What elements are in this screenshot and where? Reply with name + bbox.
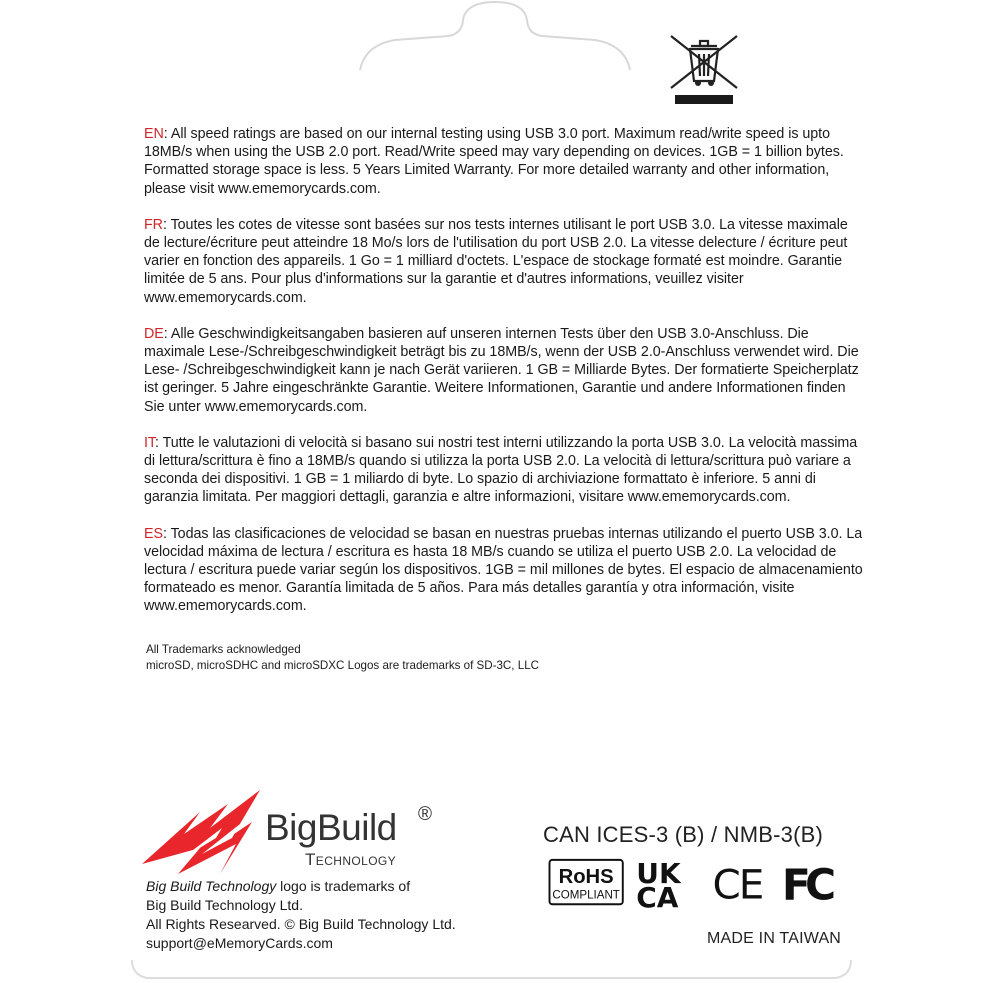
ce-text: CE: [712, 860, 763, 909]
brand-notice-line-2: Big Build Technology Ltd.: [146, 897, 303, 913]
ce-icon: [712, 860, 762, 908]
lang-text-en: All speed ratings are based on our internal testing using USB 3.0 port. Maximum read/write speed is upto 18MB/s when using the USB 2.0 port. Read/Write speed may vary depending on devices. 1GB = 1 billion bytes. Formatted storage space is less. 5 Years Limited Warranty. For more detailed warranty and other information, please visit www.ememorycards.com.: [144, 126, 844, 197]
lang-code-fr: FR: [144, 216, 163, 233]
lang-separator: :: [162, 216, 171, 233]
trademark-notice: [146, 642, 539, 673]
brand-notice: [146, 877, 456, 953]
lang-text-it: Tutte le valutazioni di velocità si basano sui nostri test interni utilizzando la porta USB 3.0. La velocità massima di lettura/scrittura è fino a 18MB/s quando si utilizza la porta USB 2.0. La velocità di lettura/scrittura può variare a seconda dei dispositivi. 1 GB = 1 miliardo di byte. Lo spazio di archiviazione formattato è inferiore. 5 anni di garanzia limitata. Per maggiori dettagli, garanzia e altre informazioni, visitare www.ememorycards.com.: [144, 434, 858, 506]
fc-text: FC: [781, 861, 831, 911]
lang-separator: :: [163, 325, 171, 342]
lang-separator: :: [155, 434, 163, 451]
lang-code-it: IT: [144, 434, 156, 451]
lang-separator: :: [162, 525, 171, 542]
lang-code-en: EN: [144, 126, 164, 142]
brand-notice-line-1: [146, 877, 456, 896]
brand-name: BigBuild: [265, 807, 397, 848]
lang-block-de: [144, 325, 864, 416]
lang-block-en: [144, 125, 864, 198]
weee-crossed-bin-icon: [665, 32, 743, 108]
fc-icon: [782, 861, 834, 910]
rohs-top-text: RoHS: [558, 866, 614, 889]
lang-block-es: [144, 525, 864, 616]
brand-notice-line-3: All Rights Researved. © Big Build Technology Ltd.: [146, 916, 456, 932]
can-ices-label: CAN ICES-3 (B) / NMB-3(B): [543, 822, 824, 847]
brand-notice-italic: Big Build Technology: [146, 878, 277, 894]
brand-registered-mark: ®: [418, 804, 432, 825]
ukca-icon: [636, 857, 682, 911]
rohs-bottom-text: COMPLIANT: [552, 889, 620, 902]
certification-marks: [543, 857, 853, 911]
trademark-line-2: microSD, microSDHC and microSDXC Logos are trademarks of SD-3C, LLC: [146, 658, 540, 672]
ukca-top-text: UK: [636, 857, 681, 891]
rohs-icon: [550, 860, 623, 904]
brand-notice-rest: logo is trademarks of: [276, 878, 411, 894]
ukca-bottom-text: CA: [636, 881, 679, 911]
lang-text-es: Todas las clasificaciones de velocidad se basan en nuestras pruebas internas utilizando el puerto USB 3.0. La velocidad máxima de lectura / escritura es hasta 18 MB/s cuando se utiliza el puerto USB 2.0. La velocidad de lectura / escritura puede variar según los dispositivos. 1GB = mil millones de bytes. El espacio de almacenamiento formateado es menor. Garantía limitada de 5 años. Para más detalles garantía y otra información, visite www.ememorycards.com.: [144, 525, 863, 615]
lang-text-de: Alle Geschwindigkeitsangaben basieren auf unseren internen Tests über den USB 3.0-Anschluss. Die maximale Lese-/Schreibgeschwindigkeit beträgt bis zu 18MB/s, wenn der USB 2.0-Anschluss verwendet wird. Die Lese- /Schreibgeschwindigkeit kann je nach Gerät variieren. 1 GB = Milliarde Bytes. Der formatierte Speicherplatz ist geringer. 5 Jahre eingeschränkte Garantie. Weitere Informationen, Garantie und andere Informationen finden Sie unter www.ememorycards.com.: [144, 325, 859, 415]
lang-separator: :: [163, 126, 171, 142]
trademark-line-1: All Trademarks acknowledged: [146, 643, 301, 656]
lang-block-it: [144, 434, 864, 507]
support-email: support@eMemoryCards.com: [146, 935, 333, 951]
lang-text-fr: Toutes les cotes de vitesse sont basées sur nos tests internes utilisant le port USB 3.0. La vitesse maximale de lecture/écriture peut atteindre 18 Mo/s lors de l'utilisation du port USB 2.0. La vitesse delecture / écriture peut varier en fonction des appareils. 1 Go = 1 milliard d'octets. L'espace de stockage formaté est moindre. Garantie limitée de 5 ans. Pour plus d'informations sur la garantie et d'autres informations, veuillez visiter www.ememorycards.com.: [144, 216, 848, 306]
lang-code-es: ES: [144, 525, 163, 542]
lang-code-de: DE: [144, 325, 164, 342]
brand-subtitle: Technology: [305, 850, 397, 869]
lang-block-fr: [144, 216, 864, 307]
made-in-label: MADE IN TAIWAN: [707, 930, 842, 947]
language-blocks: [144, 125, 864, 634]
